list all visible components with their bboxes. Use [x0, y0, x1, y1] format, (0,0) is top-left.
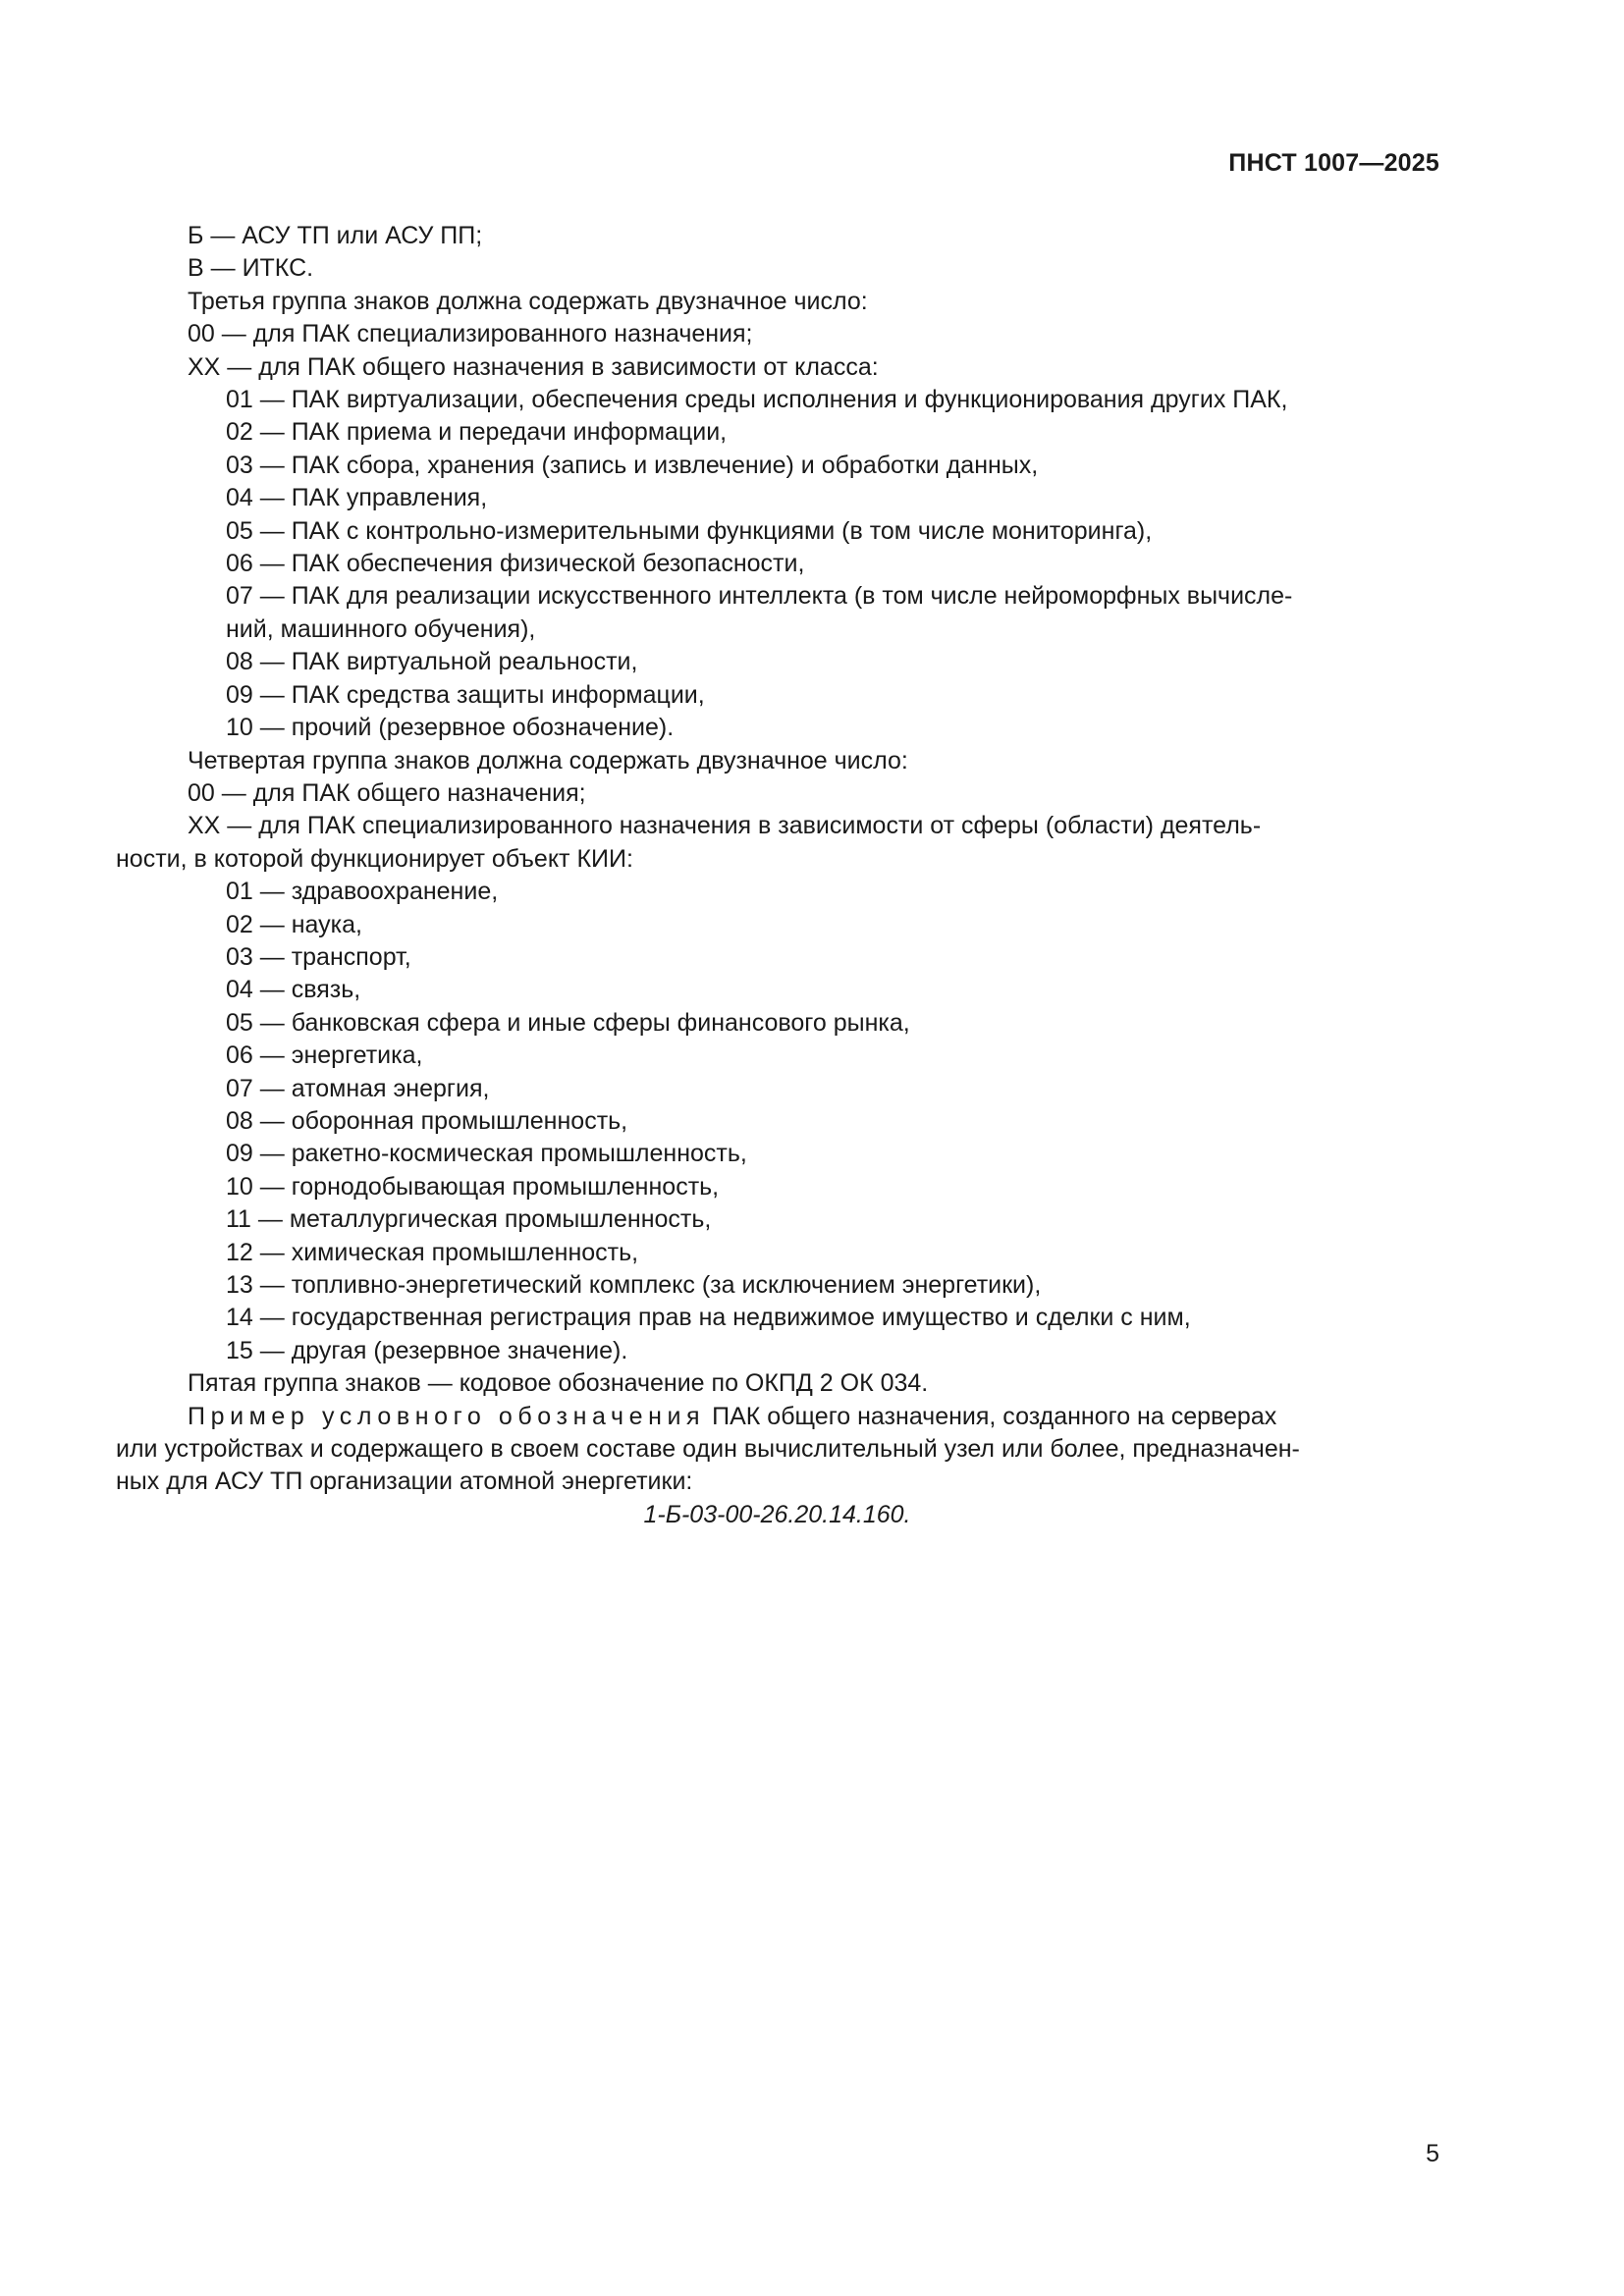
group4-line-xx-continuation: ности, в которой функционирует объект КИИ:: [116, 844, 633, 873]
list-item: 08 — оборонная промышленность,: [226, 1106, 628, 1135]
list-item: 10 — горнодобывающая промышленность,: [226, 1172, 720, 1201]
list-item: 12 — химическая промышленность,: [226, 1238, 639, 1266]
list-item: 04 — ПАК управления,: [226, 484, 488, 512]
list-item: 14 — государственная регистрация прав на недвижимое имущество и сделки с ним,: [226, 1304, 1191, 1332]
group3-line-xx: XX — для ПАК общего назначения в зависимости от класса:: [188, 352, 879, 381]
example-line: [116, 1401, 1438, 1433]
list-item: 07 — ПАК для реализации искусственного интеллекта (в том числе нейроморфных вычисле-: [226, 582, 1293, 611]
page-number: 5: [1426, 2140, 1439, 2167]
list-item: 06 — энергетика,: [226, 1041, 423, 1070]
list-item: 13 — топливно-энергетический комплекс (за исключением энергетики),: [226, 1271, 1042, 1299]
list-item: 03 — транспорт,: [226, 942, 411, 971]
intro-line: Б — АСУ ТП или АСУ ПП;: [188, 222, 483, 249]
list-item: 04 — связь,: [226, 976, 361, 1004]
group4-line-00: 00 — для ПАК общего назначения;: [188, 778, 586, 807]
list-item: 02 — наука,: [226, 910, 362, 938]
group3-line-00: 00 — для ПАК специализированного назначения;: [188, 320, 753, 348]
list-item: 09 — ракетно-космическая промышленность,: [226, 1140, 747, 1168]
list-item: 01 — здравоохранение,: [226, 878, 499, 906]
list-item: 07 — атомная энергия,: [226, 1074, 490, 1102]
group4-line-xx: XX — для ПАК специализированного назначения в зависимости от сферы (области) деятель-: [188, 812, 1262, 840]
list-item: 08 — ПАК виртуальной реальности,: [226, 648, 638, 676]
group3-heading: Третья группа знаков должна содержать двузначное число:: [188, 287, 868, 315]
example-text: ПАК общего назначения, созданного на серверах: [705, 1402, 1277, 1430]
list-item: 09 — ПАК средства защиты информации,: [226, 680, 705, 709]
document-body: [116, 220, 1438, 1531]
example-formula: 1-Б-03-00-26.20.14.160.: [643, 1500, 911, 1528]
list-item-continuation: ний, машинного обучения),: [226, 614, 536, 643]
list-item: 05 — банковская сфера и иные сферы финансового рынка,: [226, 1008, 910, 1037]
example-line: или устройствах и содержащего в своем составе один вычислительный узел или более, предназначен-: [116, 1435, 1300, 1464]
list-item: 05 — ПАК с контрольно-измерительными функциями (в том числе мониторинга),: [226, 516, 1153, 545]
list-item: 15 — другая (резервное значение).: [226, 1336, 628, 1364]
example-label: Пример условного обозначения: [188, 1402, 706, 1430]
list-item: 06 — ПАК обеспечения физической безопасности,: [226, 550, 805, 578]
group4-heading: Четвертая группа знаков должна содержать двузначное число:: [188, 746, 908, 774]
list-item: 10 — прочий (резервное обозначение).: [226, 714, 675, 742]
group5-line: Пятая группа знаков — кодовое обозначение по ОКПД 2 ОК 034.: [188, 1369, 929, 1398]
document-id: ПНСТ 1007—2025: [1228, 149, 1439, 177]
list-item: 01 — ПАК виртуализации, обеспечения среды исполнения и функционирования других ПАК,: [226, 386, 1288, 414]
list-item: 03 — ПАК сбора, хранения (запись и извлечение) и обработки данных,: [226, 451, 1039, 479]
example-line: ных для АСУ ТП организации атомной энергетики:: [116, 1468, 693, 1496]
list-item: 11 — металлургическая промышленность,: [226, 1205, 712, 1234]
intro-line: В — ИТКС.: [188, 254, 314, 283]
list-item: 02 — ПАК приема и передачи информации,: [226, 418, 728, 447]
